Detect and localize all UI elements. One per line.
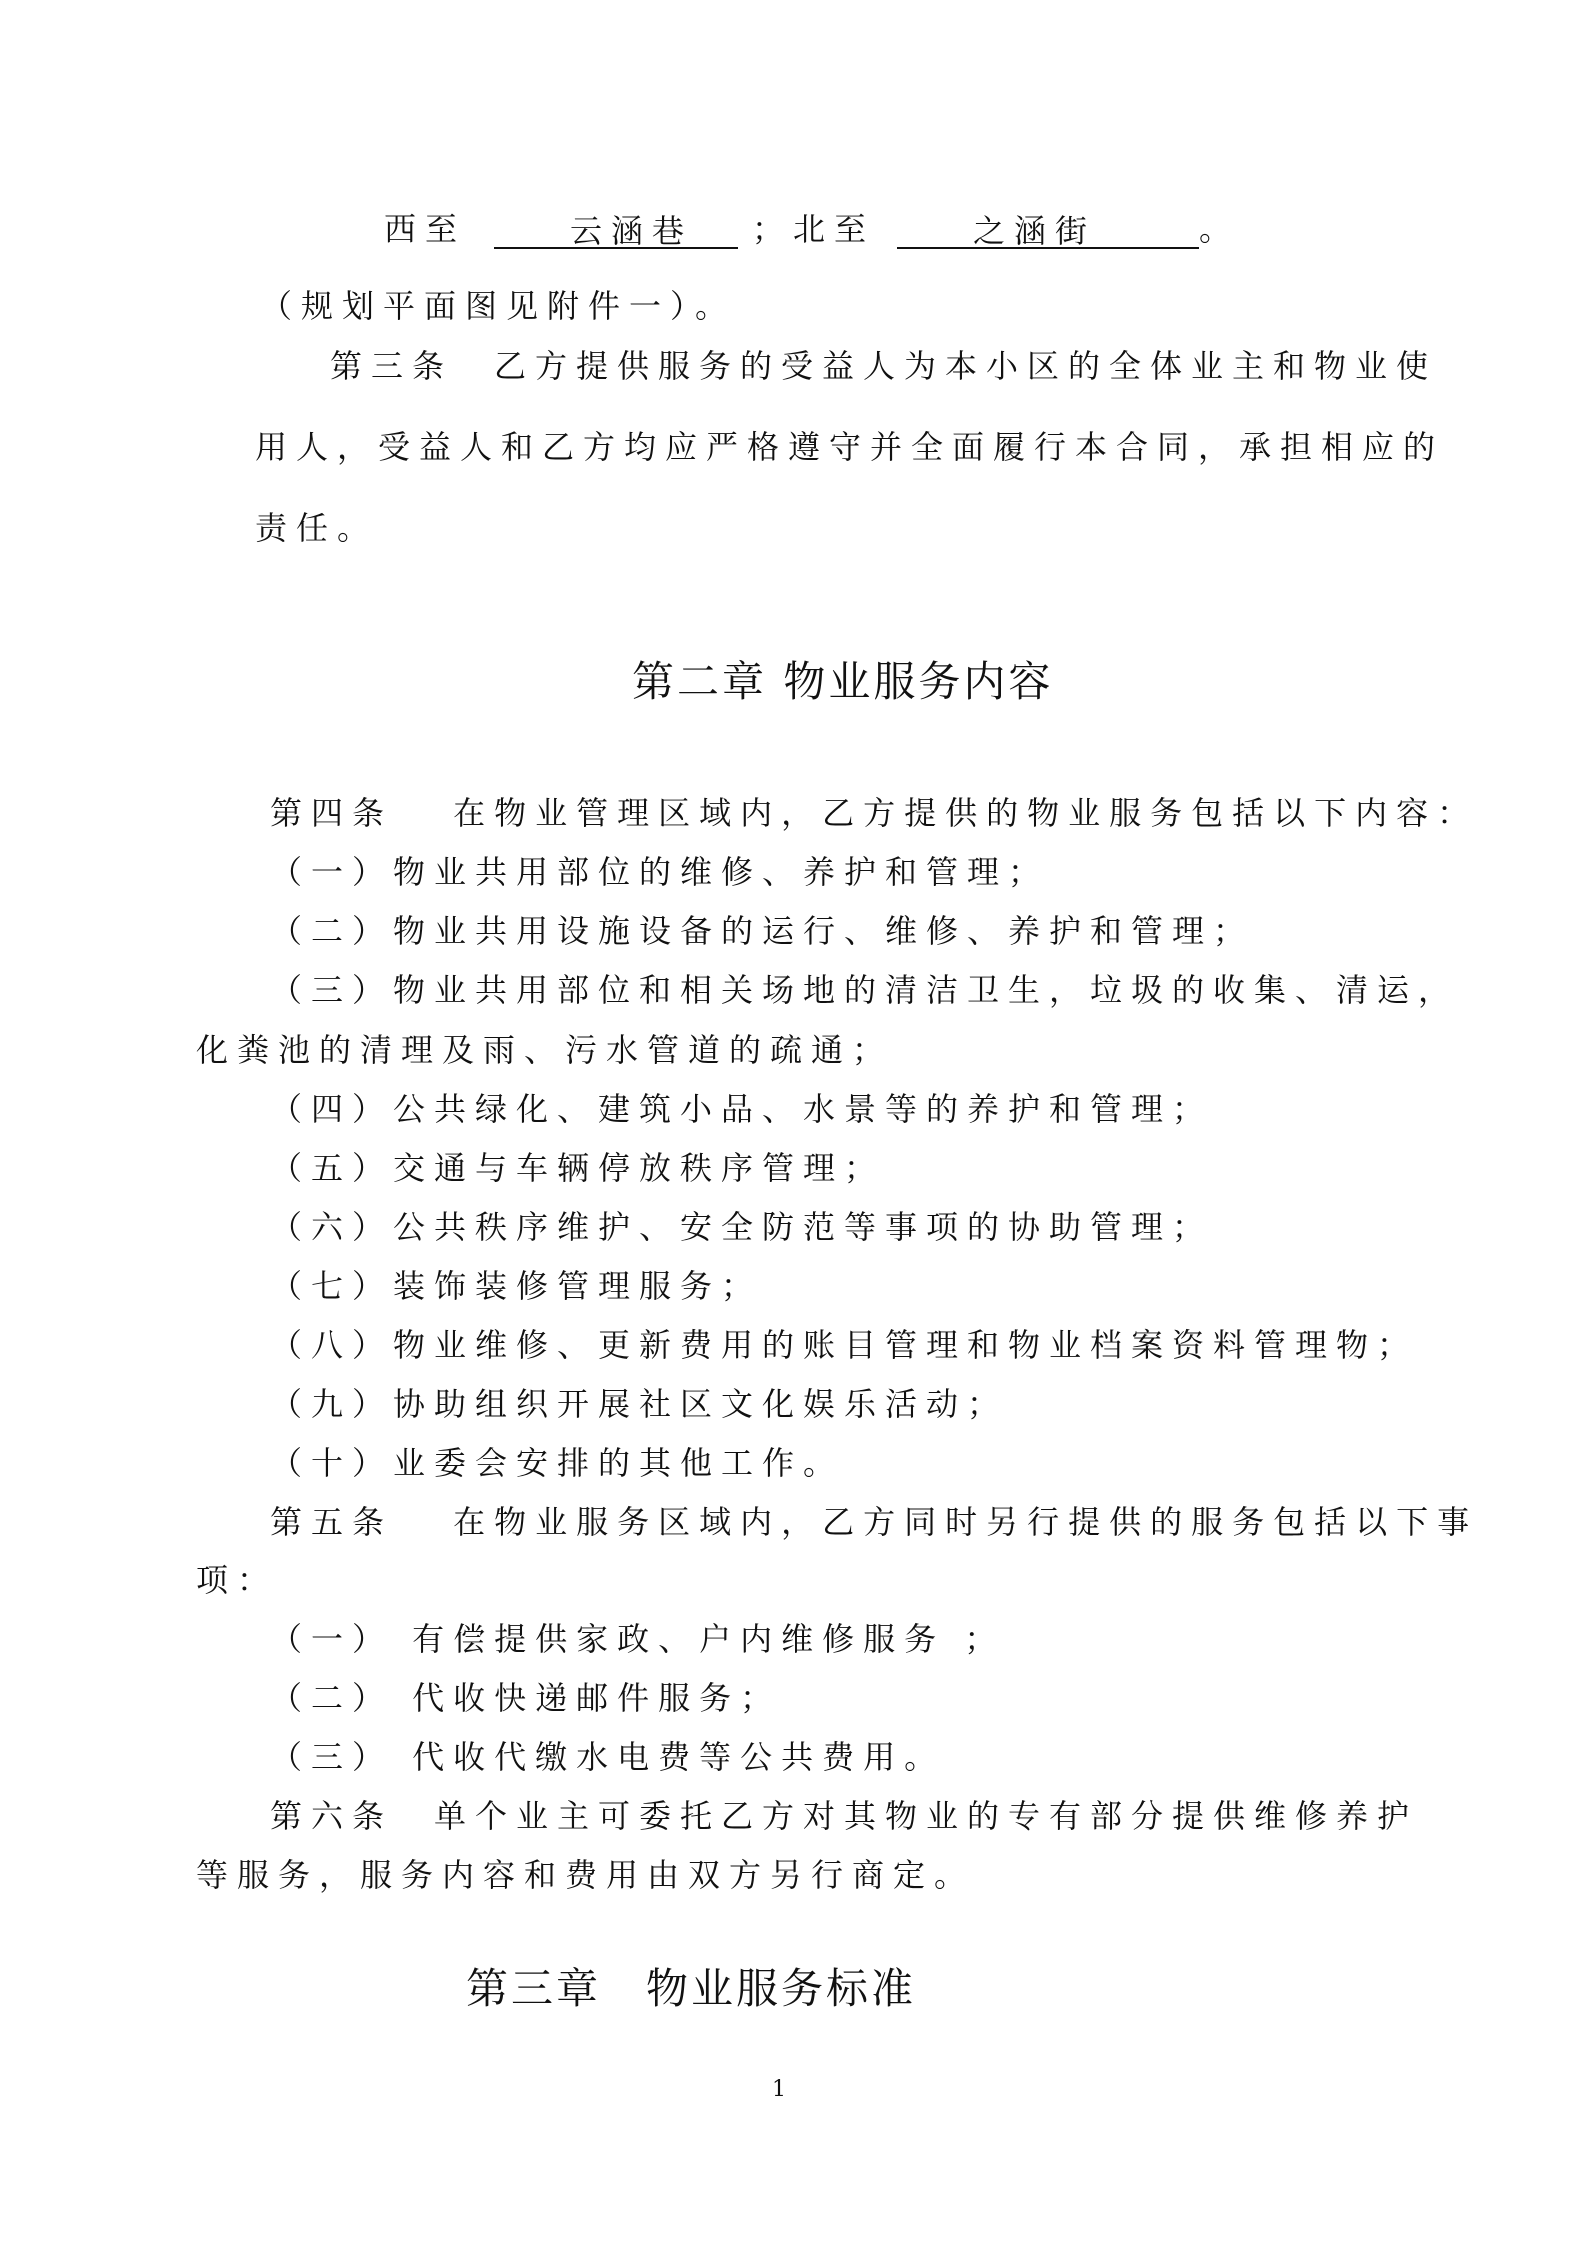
north-boundary-value: 之涵街 — [973, 212, 1097, 250]
plan-note: （规划平面图见附件一）。 — [260, 287, 737, 325]
west-boundary-field — [494, 211, 738, 249]
separator: ； — [752, 210, 794, 248]
article-4-item: （十）业委会安排的其他工作。 — [270, 1444, 845, 1482]
north-label: 北至 — [793, 210, 876, 248]
article-4-item: （一）物业共用部位的维修、养护和管理； — [270, 853, 1050, 891]
article-4-item: （七）装饰装修管理服务； — [270, 1267, 763, 1305]
article-6-line-1: 第六条 单个业主可委托乙方对其物业的专有部分提供维修养护 — [270, 1797, 1419, 1835]
article-4-item: （二）物业共用设施设备的运行、维修、养护和管理； — [270, 912, 1255, 950]
article-3-line-2: 用人，受益人和乙方均应严格遵守并全面履行本合同，承担相应的 — [255, 428, 1445, 466]
article-4-item: （八）物业维修、更新费用的账目管理和物业档案资料管理物； — [270, 1326, 1419, 1364]
boundary-end: 。 — [1199, 210, 1241, 248]
article-4-item: （五）交通与车辆停放秩序管理； — [270, 1149, 886, 1187]
north-boundary-field — [897, 211, 1199, 249]
article-4-item: （三）物业共用部位和相关场地的清洁卫生，垃圾的收集、清运， — [270, 971, 1460, 1009]
chapter-3-heading: 第三章 物业服务标准 — [466, 1964, 917, 2013]
west-boundary-value: 云涵巷 — [570, 212, 694, 250]
article-5-item: （三） 代收代缴水电费等公共费用。 — [270, 1738, 946, 1776]
article-4-item: （四）公共绿化、建筑小品、水景等的养护和管理； — [270, 1090, 1214, 1128]
article-5-line-2: 项： — [196, 1561, 279, 1599]
article-3-line-3: 责任。 — [255, 509, 379, 547]
chapter-2-heading: 第二章 物业服务内容 — [632, 657, 1054, 706]
article-5-item: （二） 代收快递邮件服务； — [270, 1679, 782, 1717]
article-3-line-1: 第三条 乙方提供服务的受益人为本小区的全体业主和物业使 — [330, 347, 1438, 385]
article-5-line-1: 第五条 在物业服务区域内，乙方同时另行提供的服务包括以下事 — [270, 1503, 1479, 1541]
boundary-line — [384, 209, 1240, 249]
article-4-item-continued: 化粪池的清理及雨、污水管道的疏通； — [196, 1031, 894, 1069]
article-4-item: （六）公共秩序维护、安全防范等事项的协助管理； — [270, 1208, 1214, 1246]
article-4-intro: 第四条 在物业管理区域内，乙方提供的物业服务包括以下内容： — [270, 794, 1479, 832]
article-5-item: （一） 有偿提供家政、户内维修服务 ； — [270, 1620, 1006, 1658]
article-6-line-2: 等服务，服务内容和费用由双方另行商定。 — [196, 1856, 976, 1894]
page-number: 1 — [772, 2077, 786, 2102]
west-label: 西至 — [384, 210, 467, 248]
article-4-item: （九）协助组织开展社区文化娱乐活动； — [270, 1385, 1009, 1423]
